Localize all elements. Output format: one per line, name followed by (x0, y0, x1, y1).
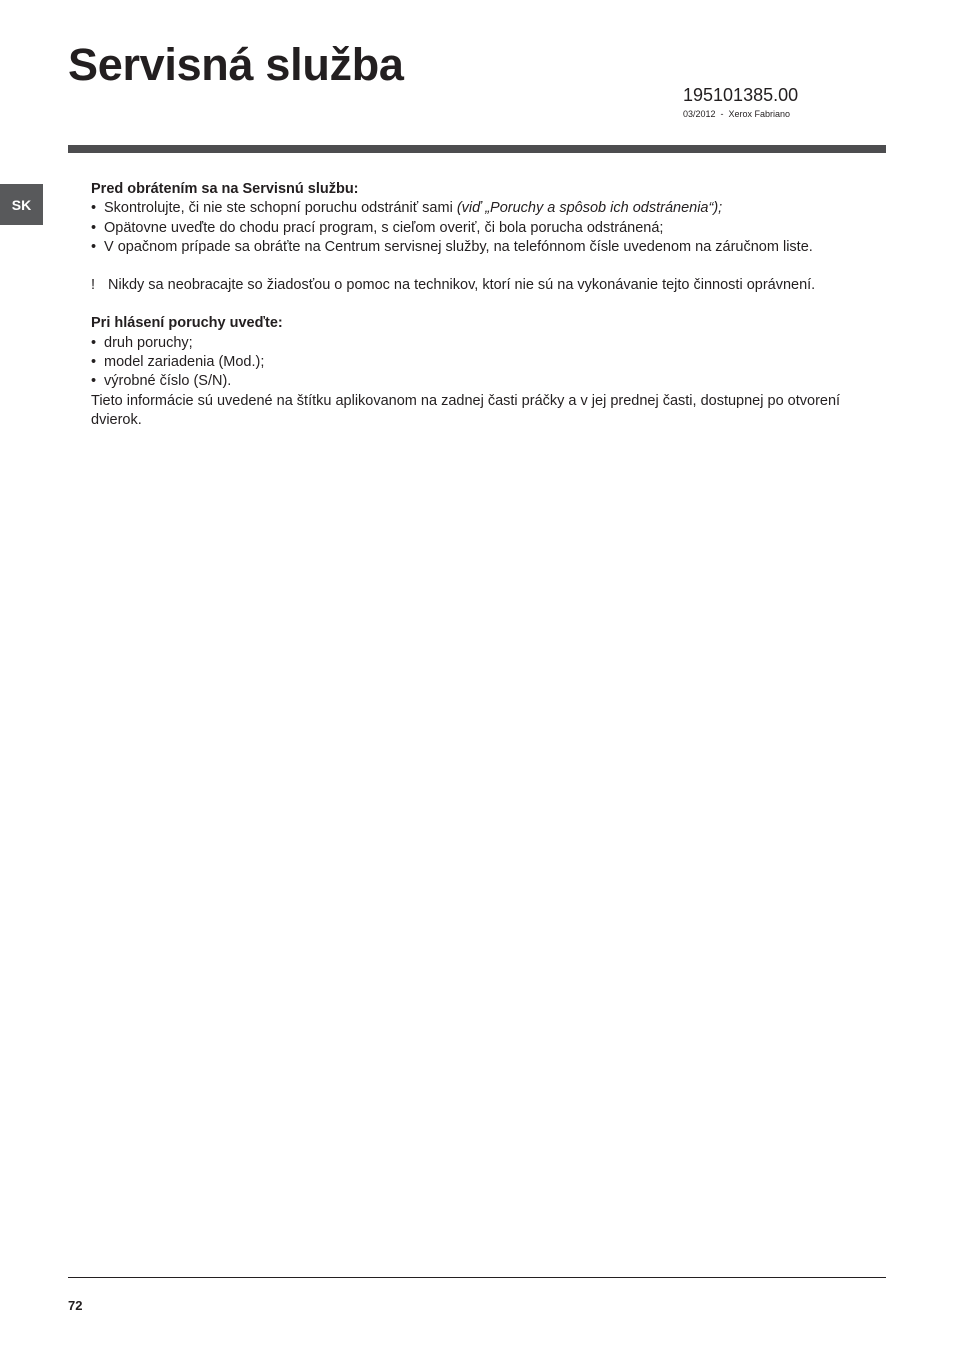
warning-note (91, 276, 886, 295)
list-item (91, 372, 886, 391)
list-item-text: Opätovne uveďte do chodu prací program, s cieľom overiť, či bola porucha odstránená; (104, 219, 664, 236)
section-heading-before-contact: Pred obrátením sa na Servisnú službu: (91, 181, 359, 197)
list-item-text: Skontrolujte, či nie ste schopní poruchu odstrániť sami (104, 200, 457, 217)
footer-divider (68, 1277, 886, 1278)
bullet-icon: • (91, 334, 97, 351)
language-tab-label: SK (11, 196, 32, 213)
checklist (91, 199, 886, 257)
section-heading-report-fault: Pri hlásení poruchy uveďte: (91, 315, 283, 332)
list-item (91, 199, 886, 218)
list-item-text: V opačnom prípade sa obráťte na Centrum servisnej služby, na telefónnom čísle uvedenom na záručnom liste. (104, 238, 813, 255)
list-item-reference: (viď „Poruchy a spôsob ich odstránenia“); (456, 200, 723, 217)
main-content (91, 180, 886, 430)
report-items-list (91, 334, 886, 392)
header-divider (68, 145, 886, 153)
list-item-text: model zariadenia (Mod.); (104, 354, 265, 371)
warning-text: Nikdy sa neobracajte so žiadosťou o pomoc na technikov, ktorí nie sú na vykonávanie tejto činnosti oprávnení. (108, 277, 816, 294)
list-item (91, 219, 886, 238)
page-number: 72 (68, 1298, 83, 1313)
list-item (91, 238, 886, 257)
bullet-icon: • (91, 219, 97, 236)
bullet-icon: • (91, 238, 97, 255)
language-tab (0, 184, 43, 225)
list-item (91, 334, 886, 353)
document-code: 195101385.00 (683, 85, 799, 105)
info-location-note: Tieto informácie sú uvedené na štítku aplikovanom na zadnej časti práčky a v jej prednej časti, dostupnej po otvorení dvierok. (91, 392, 841, 428)
list-item-text: výrobné číslo (S/N). (104, 373, 232, 390)
bullet-icon: • (91, 200, 97, 217)
document-meta: 03/2012 - Xerox Fabriano (683, 109, 791, 119)
bullet-icon: • (91, 354, 97, 371)
list-item-text: druh poruchy; (104, 334, 193, 351)
list-item (91, 353, 886, 372)
exclamation-icon: ! (91, 277, 96, 294)
page-title: Servisná služba (68, 39, 404, 90)
bullet-icon: • (91, 373, 97, 390)
